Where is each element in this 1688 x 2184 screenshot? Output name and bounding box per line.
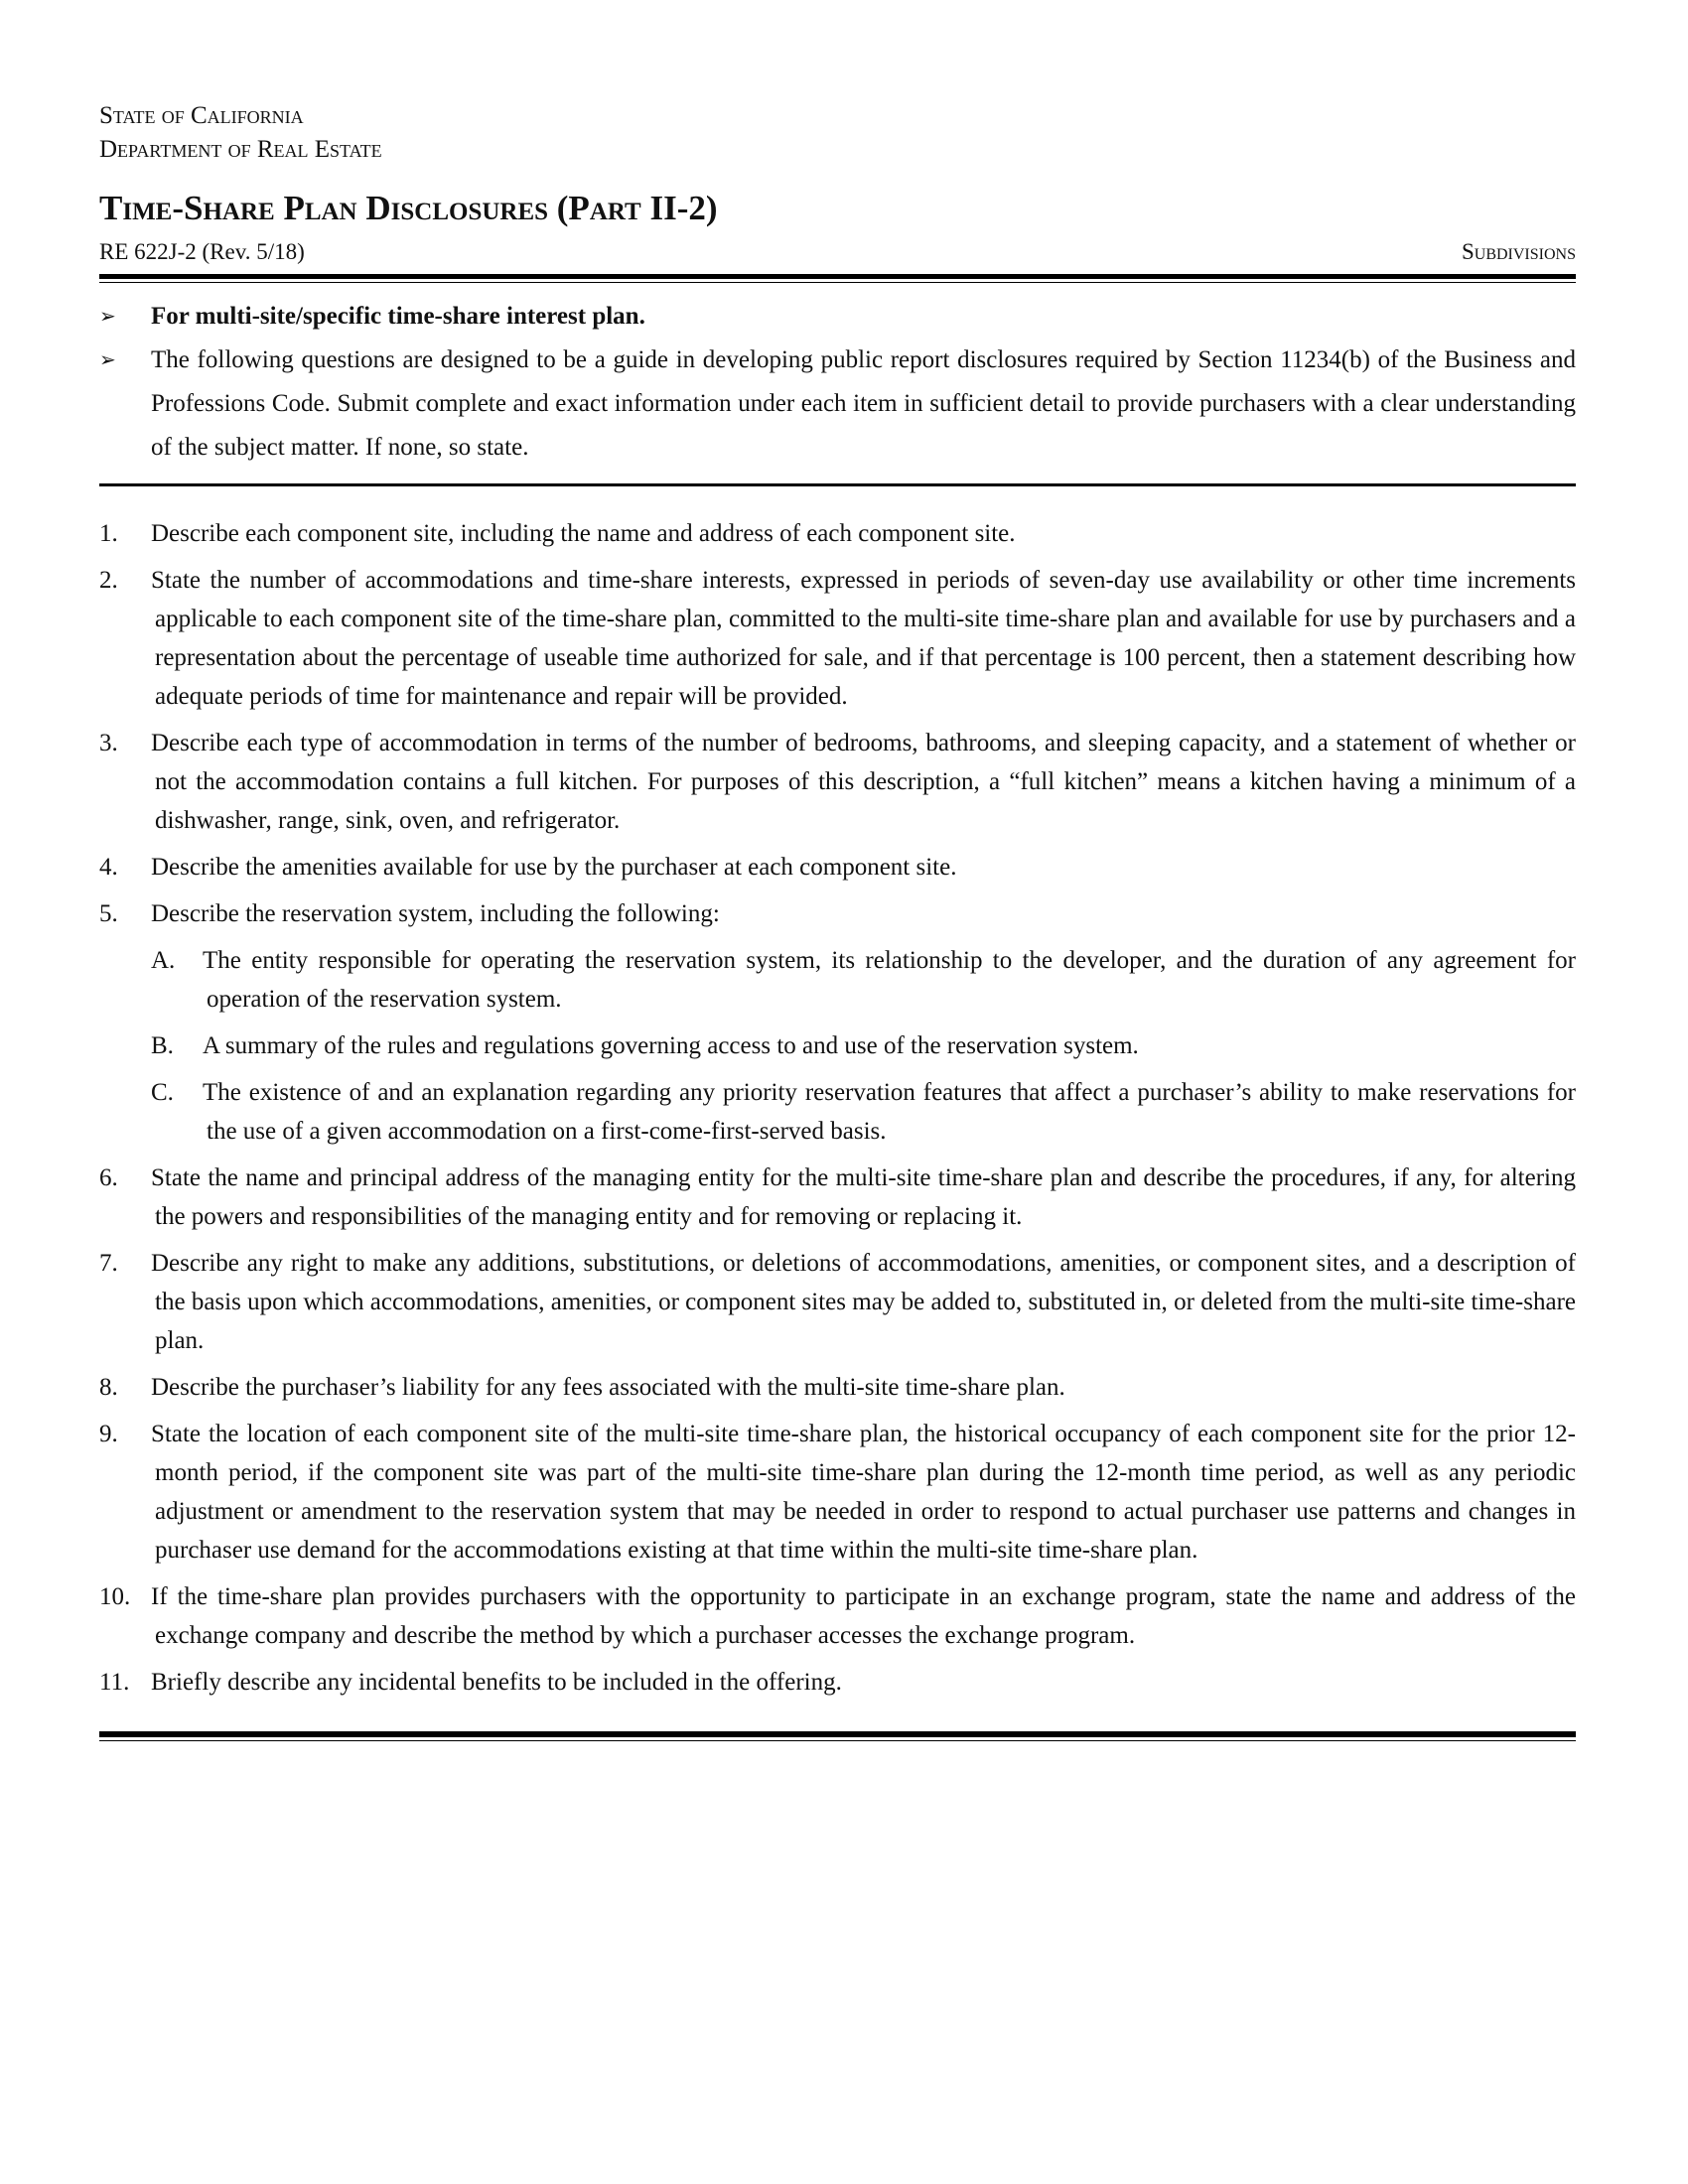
disclosure-item [99,561,1576,716]
footer-divider [99,1731,1576,1741]
item-text: Describe each component site, including the name and address of each component site. [151,520,1016,547]
plan-type-note: For multi-site/specific time-share interest plan. [151,303,645,330]
item-number: 5. [99,900,118,927]
disclosure-item [99,848,1576,887]
item-text: State the name and principal address of the managing entity for the multi-site time-share plan and describe the procedures, if any, for altering the powers and responsibilities of the managing entity and for removing or replacing it. [151,1164,1576,1230]
header-divider [99,274,1576,283]
subitem-letter: C. [151,1079,174,1106]
disclosure-subitem [151,1073,1576,1151]
subitem-text: A summary of the rules and regulations governing access to and use of the reservation system. [203,1032,1139,1059]
form-number: RE 622J-2 (Rev. 5/18) [99,239,305,264]
item-text: Describe each type of accommodation in terms of the number of bedrooms, bathrooms, and sleeping capacity, and a statement of whether or not the accommodation contains a full kitchen. For purposes of this description, a “full kitchen” means a kitchen having a minimum of a dishwasher, range, sink, oven, and refrigerator. [151,730,1576,834]
instructions-text: The following questions are designed to be a guide in developing public report disclosures required by Section 11234(b) of the Business and Professions Code. Submit complete and exact information under each item in sufficient detail to provide purchasers with a clear understanding of the subject matter. If none, so state. [151,346,1576,461]
subitem-letter: A. [151,947,176,974]
disclosure-subitem [151,1026,1576,1065]
item-number: 9. [99,1421,118,1447]
item-number: 2. [99,567,118,594]
disclosure-items-list [99,514,1576,1702]
intro-divider [99,483,1576,486]
item-text: State the number of accommodations and time-share interests, expressed in periods of seven-day use availability or other time increments applicable to each component site of the time-share plan, committed to the multi-site time-share plan and available for use by purchasers and a representation about the percentage of useable time authorized for sale, and if that percentage is 100 percent, then a statement describing how adequate periods of time for maintenance and repair will be provided. [151,567,1576,710]
subitem-text: The entity responsible for operating the reservation system, its relationship to the developer, and the duration of any agreement for operation of the reservation system. [203,947,1576,1013]
arrowhead-bullet-icon: ➢ [99,349,116,371]
disclosure-item [99,1415,1576,1570]
form-info-row [99,236,1576,268]
item-number: 6. [99,1164,118,1191]
intro-bullet [99,295,1576,339]
item-number: 7. [99,1250,118,1277]
section-label: Subdivisions [1461,239,1576,264]
disclosure-item [99,1159,1576,1236]
disclosure-item [99,1577,1576,1655]
item-text: Describe the reservation system, including the following: [151,900,720,927]
disclosure-subitem [151,941,1576,1019]
item-text: Describe the purchaser’s liability for any fees associated with the multi-site time-share plan. [151,1374,1065,1401]
disclosure-item [99,1244,1576,1360]
state-name: State of California [99,102,304,129]
disclosure-item [99,1368,1576,1407]
disclosure-item [99,514,1576,553]
item-number: 3. [99,730,118,756]
intro-section [99,295,1576,470]
item-text: Describe any right to make any additions, substitutions, or deletions of accommodations, amenities, or component sites, and a description of the basis upon which accommodations, amenities, or component sites may be added to, substituted in, or deleted from the multi-site time-share plan. [151,1250,1576,1354]
subitem-letter: B. [151,1032,174,1059]
disclosure-item [99,1663,1576,1702]
item-text: If the time-share plan provides purchasers with the opportunity to participate in an exchange program, state the name and address of the exchange company and describe the method by which a purchaser accesses the exchange program. [151,1583,1576,1649]
item-text: Describe the amenities available for use by the purchaser at each component site. [151,854,957,881]
item-number: 8. [99,1374,118,1401]
arrowhead-bullet-icon: ➢ [99,306,116,328]
item-text: Briefly describe any incidental benefits to be included in the offering. [151,1669,842,1696]
item-number: 1. [99,520,118,547]
item-number: 10. [99,1583,131,1610]
item-number: 4. [99,854,118,881]
subitem-text: The existence of and an explanation regarding any priority reservation features that affect a purchaser’s ability to make reservations for the use of a given accommodation on a first-come-first-served basis. [203,1079,1576,1145]
item-text: State the location of each component site of the multi-site time-share plan, the historical occupancy of each component site for the prior 12-month period, if the component site was part of the multi-site time-share plan during the 12-month time period, as well as any periodic adjustment or amendment to the reservation system that may be needed in order to respond to actual purchaser use patterns and changes in purchaser use demand for the accommodations existing at that time within the multi-site time-share plan. [151,1421,1576,1564]
intro-bullet [99,339,1576,470]
disclosure-item [99,894,1576,1151]
document-page [99,99,1576,1741]
department-name: Department of Real Estate [99,136,382,163]
item-number: 11. [99,1669,130,1696]
disclosure-item [99,724,1576,840]
page-title: Time-Share Plan Disclosures (Part II-2) [99,189,718,227]
